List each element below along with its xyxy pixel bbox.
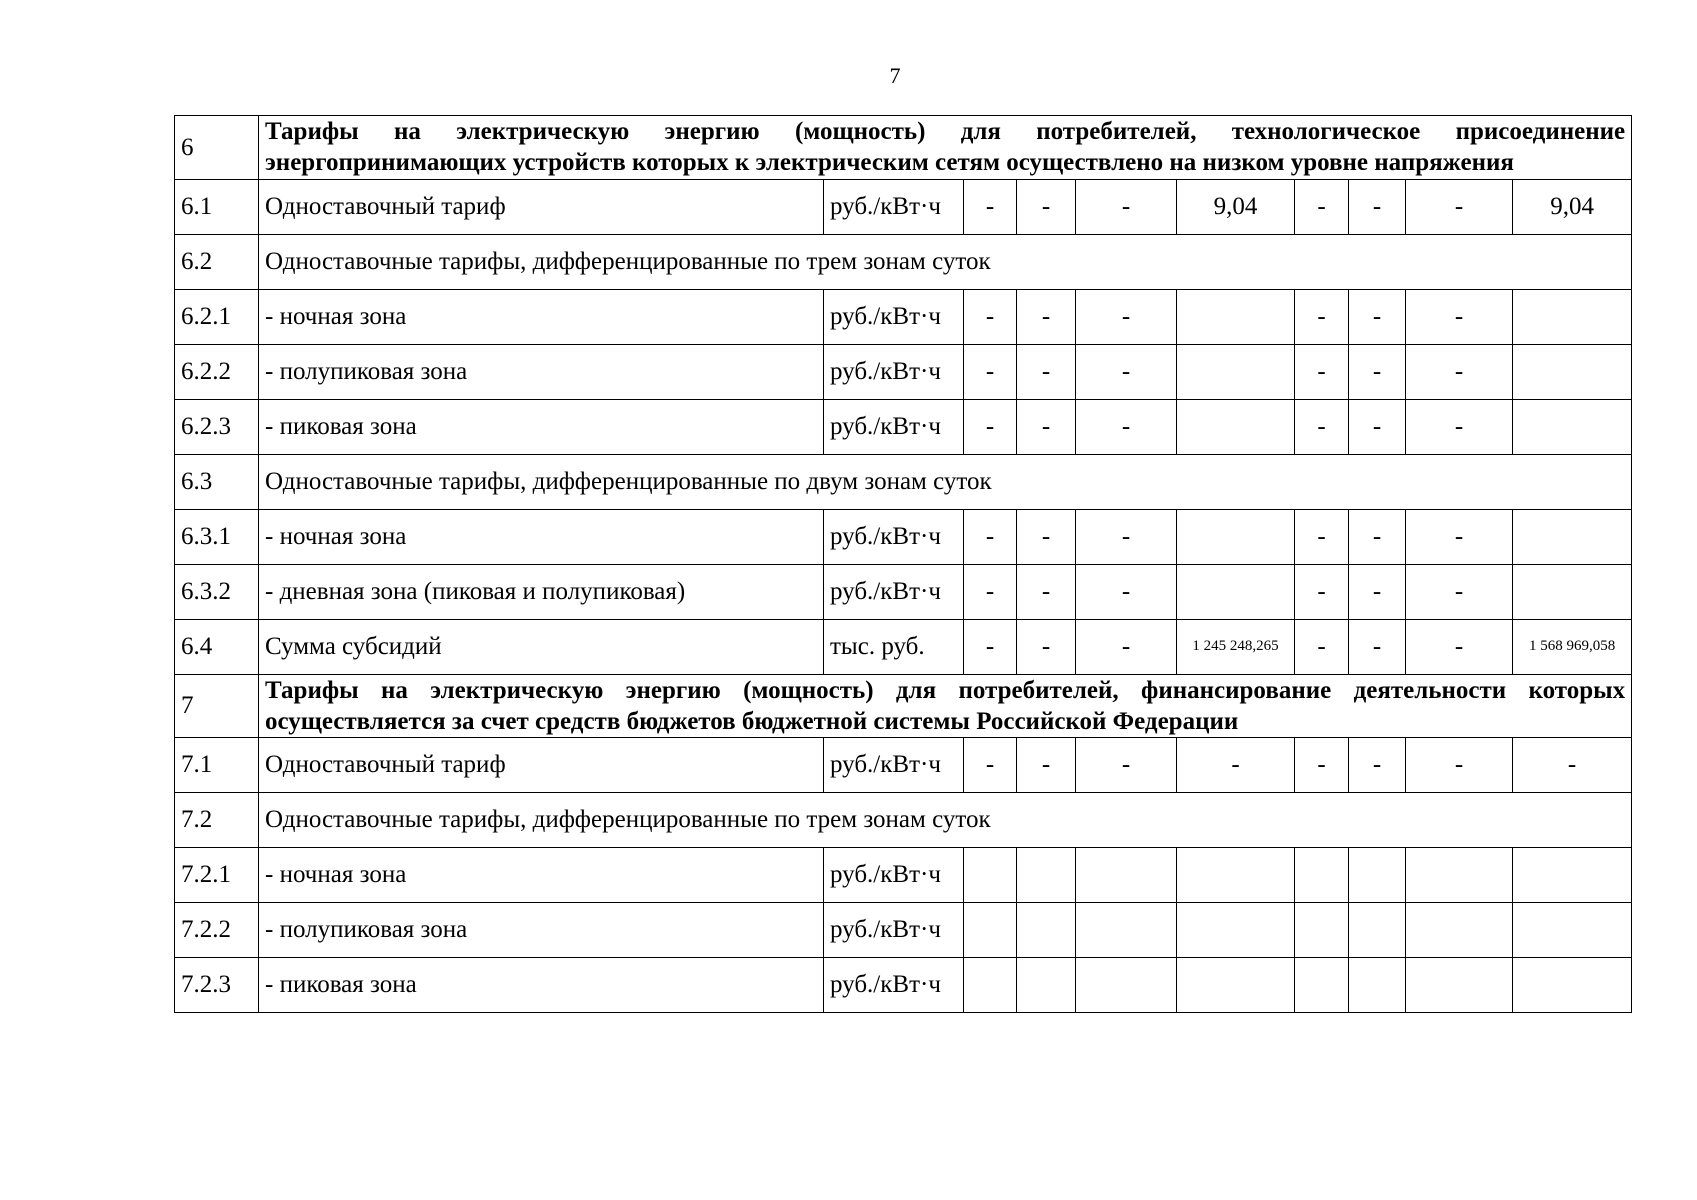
value-cell: - [1017, 738, 1076, 793]
row-label: Одноставочные тарифы, дифференцированные по трем зонам суток [259, 793, 1632, 848]
row-number: 6.2 [175, 234, 259, 289]
row-label: - пиковая зона [259, 399, 824, 454]
row-unit: руб./кВт·ч [824, 903, 964, 958]
section-number: 7 [175, 674, 259, 738]
value-cell [1076, 848, 1177, 903]
value-cell: - [1406, 399, 1513, 454]
value-cell: - [1017, 619, 1076, 674]
value-cell: - [1349, 509, 1406, 564]
value-cell [1295, 903, 1349, 958]
value-cell [1076, 903, 1177, 958]
table-row [175, 399, 1632, 454]
value-cell: - [1349, 738, 1406, 793]
value-cell: - [1017, 289, 1076, 344]
value-cell: - [964, 738, 1017, 793]
row-number: 7.2 [175, 793, 259, 848]
row-unit: руб./кВт·ч [824, 958, 964, 1013]
row-number: 7.2.2 [175, 903, 259, 958]
row-number: 7.2.1 [175, 848, 259, 903]
row-number: 6.2.1 [175, 289, 259, 344]
row-label: - ночная зона [259, 509, 824, 564]
value-cell [1349, 958, 1406, 1013]
value-cell [1177, 344, 1295, 399]
value-cell: - [1406, 179, 1513, 234]
subsidy-total-cell: 1 245 248,265 [1177, 619, 1295, 674]
value-cell: - [1295, 619, 1349, 674]
value-cell: - [1076, 289, 1177, 344]
value-cell: - [1349, 179, 1406, 234]
value-cell: - [1076, 179, 1177, 234]
value-cell: - [1406, 289, 1513, 344]
row-label: - дневная зона (пиковая и полупиковая) [259, 564, 824, 619]
value-cell [1177, 848, 1295, 903]
section-title: Тарифы на электрическую энергию (мощность) для потребителей, финансирование деятельности которых осуществляется за счет средств бюджетов бюджетной системы Российской Федерации [259, 674, 1632, 738]
row-label: Сумма субсидий [259, 619, 824, 674]
value-cell: - [1349, 289, 1406, 344]
section-header-row [175, 116, 1632, 180]
table-row [175, 793, 1632, 848]
value-cell: - [1349, 344, 1406, 399]
value-cell [1017, 958, 1076, 1013]
row-unit: руб./кВт·ч [824, 289, 964, 344]
row-label: - полупиковая зона [259, 344, 824, 399]
value-cell [1406, 848, 1513, 903]
value-cell [1349, 903, 1406, 958]
row-number: 6.1 [175, 179, 259, 234]
table-row [175, 738, 1632, 793]
value-cell: - [1349, 564, 1406, 619]
table-row [175, 619, 1632, 674]
value-cell [1513, 399, 1632, 454]
value-cell: - [1406, 738, 1513, 793]
row-unit: руб./кВт·ч [824, 344, 964, 399]
value-cell: - [1406, 564, 1513, 619]
table-row [175, 564, 1632, 619]
table-row [175, 958, 1632, 1013]
row-unit: руб./кВт·ч [824, 564, 964, 619]
value-cell [1406, 958, 1513, 1013]
value-cell: - [1076, 399, 1177, 454]
row-unit: руб./кВт·ч [824, 848, 964, 903]
row-label: - ночная зона [259, 289, 824, 344]
value-cell: - [964, 179, 1017, 234]
value-cell [964, 848, 1017, 903]
subsidy-total-cell: 1 568 969,058 [1513, 619, 1632, 674]
value-cell [1177, 289, 1295, 344]
row-number: 7.2.3 [175, 958, 259, 1013]
page-number: 7 [889, 63, 901, 88]
value-cell: 9,04 [1513, 179, 1632, 234]
value-cell [1513, 564, 1632, 619]
value-cell: - [1406, 344, 1513, 399]
value-cell [1076, 958, 1177, 1013]
value-cell: - [1177, 738, 1295, 793]
value-cell: - [1513, 738, 1632, 793]
value-cell: - [1076, 509, 1177, 564]
value-cell [1177, 509, 1295, 564]
value-cell: - [1349, 399, 1406, 454]
table-row [175, 848, 1632, 903]
value-cell: - [1076, 344, 1177, 399]
value-cell: - [1295, 289, 1349, 344]
table-row [175, 344, 1632, 399]
value-cell: - [1295, 509, 1349, 564]
table-row [175, 454, 1632, 509]
value-cell: - [964, 509, 1017, 564]
row-number: 6.3.2 [175, 564, 259, 619]
value-cell: - [964, 289, 1017, 344]
row-number: 7.1 [175, 738, 259, 793]
value-cell: - [1295, 179, 1349, 234]
row-label: Одноставочный тариф [259, 738, 824, 793]
row-label: - полупиковая зона [259, 903, 824, 958]
row-unit: руб./кВт·ч [824, 179, 964, 234]
section-title: Тарифы на электрическую энергию (мощность) для потребителей, технологическое присоединение энергопринимающих устройств которых к электрическим сетям осуществлено на низком уровне напряжения [259, 116, 1632, 180]
row-number: 6.2.2 [175, 344, 259, 399]
value-cell [1177, 399, 1295, 454]
value-cell: 9,04 [1177, 179, 1295, 234]
section-number: 6 [175, 116, 259, 180]
value-cell: - [1295, 564, 1349, 619]
row-number: 6.4 [175, 619, 259, 674]
value-cell [1513, 848, 1632, 903]
value-cell [1406, 903, 1513, 958]
value-cell: - [1076, 564, 1177, 619]
table-row [175, 234, 1632, 289]
value-cell [1295, 958, 1349, 1013]
row-number: 6.3 [175, 454, 259, 509]
table-row [175, 179, 1632, 234]
row-label: Одноставочные тарифы, дифференцированные по трем зонам суток [259, 234, 1632, 289]
row-label: Одноставочный тариф [259, 179, 824, 234]
row-label: - пиковая зона [259, 958, 824, 1013]
value-cell [1513, 903, 1632, 958]
value-cell: - [1076, 619, 1177, 674]
value-cell: - [1076, 738, 1177, 793]
value-cell: - [1017, 509, 1076, 564]
value-cell: - [964, 399, 1017, 454]
row-unit: руб./кВт·ч [824, 509, 964, 564]
value-cell [1349, 848, 1406, 903]
value-cell [1177, 903, 1295, 958]
value-cell: - [1017, 564, 1076, 619]
table-row [175, 903, 1632, 958]
value-cell [1513, 344, 1632, 399]
value-cell: - [1349, 619, 1406, 674]
value-cell: - [1295, 399, 1349, 454]
value-cell [1295, 848, 1349, 903]
value-cell [1017, 848, 1076, 903]
table-row [175, 509, 1632, 564]
value-cell [1177, 564, 1295, 619]
value-cell: - [1295, 738, 1349, 793]
section-header-row [175, 674, 1632, 738]
value-cell: - [1017, 344, 1076, 399]
value-cell: - [1406, 619, 1513, 674]
value-cell [1177, 958, 1295, 1013]
value-cell [1513, 958, 1632, 1013]
value-cell: - [964, 564, 1017, 619]
row-unit: тыс. руб. [824, 619, 964, 674]
row-label: - ночная зона [259, 848, 824, 903]
row-label: Одноставочные тарифы, дифференцированные по двум зонам суток [259, 454, 1632, 509]
value-cell: - [964, 619, 1017, 674]
row-unit: руб./кВт·ч [824, 738, 964, 793]
value-cell: - [1017, 179, 1076, 234]
tariff-table [174, 115, 1632, 1013]
value-cell [964, 903, 1017, 958]
value-cell: - [1017, 399, 1076, 454]
table-row [175, 289, 1632, 344]
value-cell [1017, 903, 1076, 958]
row-unit: руб./кВт·ч [824, 399, 964, 454]
value-cell [1513, 289, 1632, 344]
value-cell [1513, 509, 1632, 564]
row-number: 6.2.3 [175, 399, 259, 454]
row-number: 6.3.1 [175, 509, 259, 564]
value-cell: - [1406, 509, 1513, 564]
value-cell [964, 958, 1017, 1013]
value-cell: - [1295, 344, 1349, 399]
value-cell: - [964, 344, 1017, 399]
